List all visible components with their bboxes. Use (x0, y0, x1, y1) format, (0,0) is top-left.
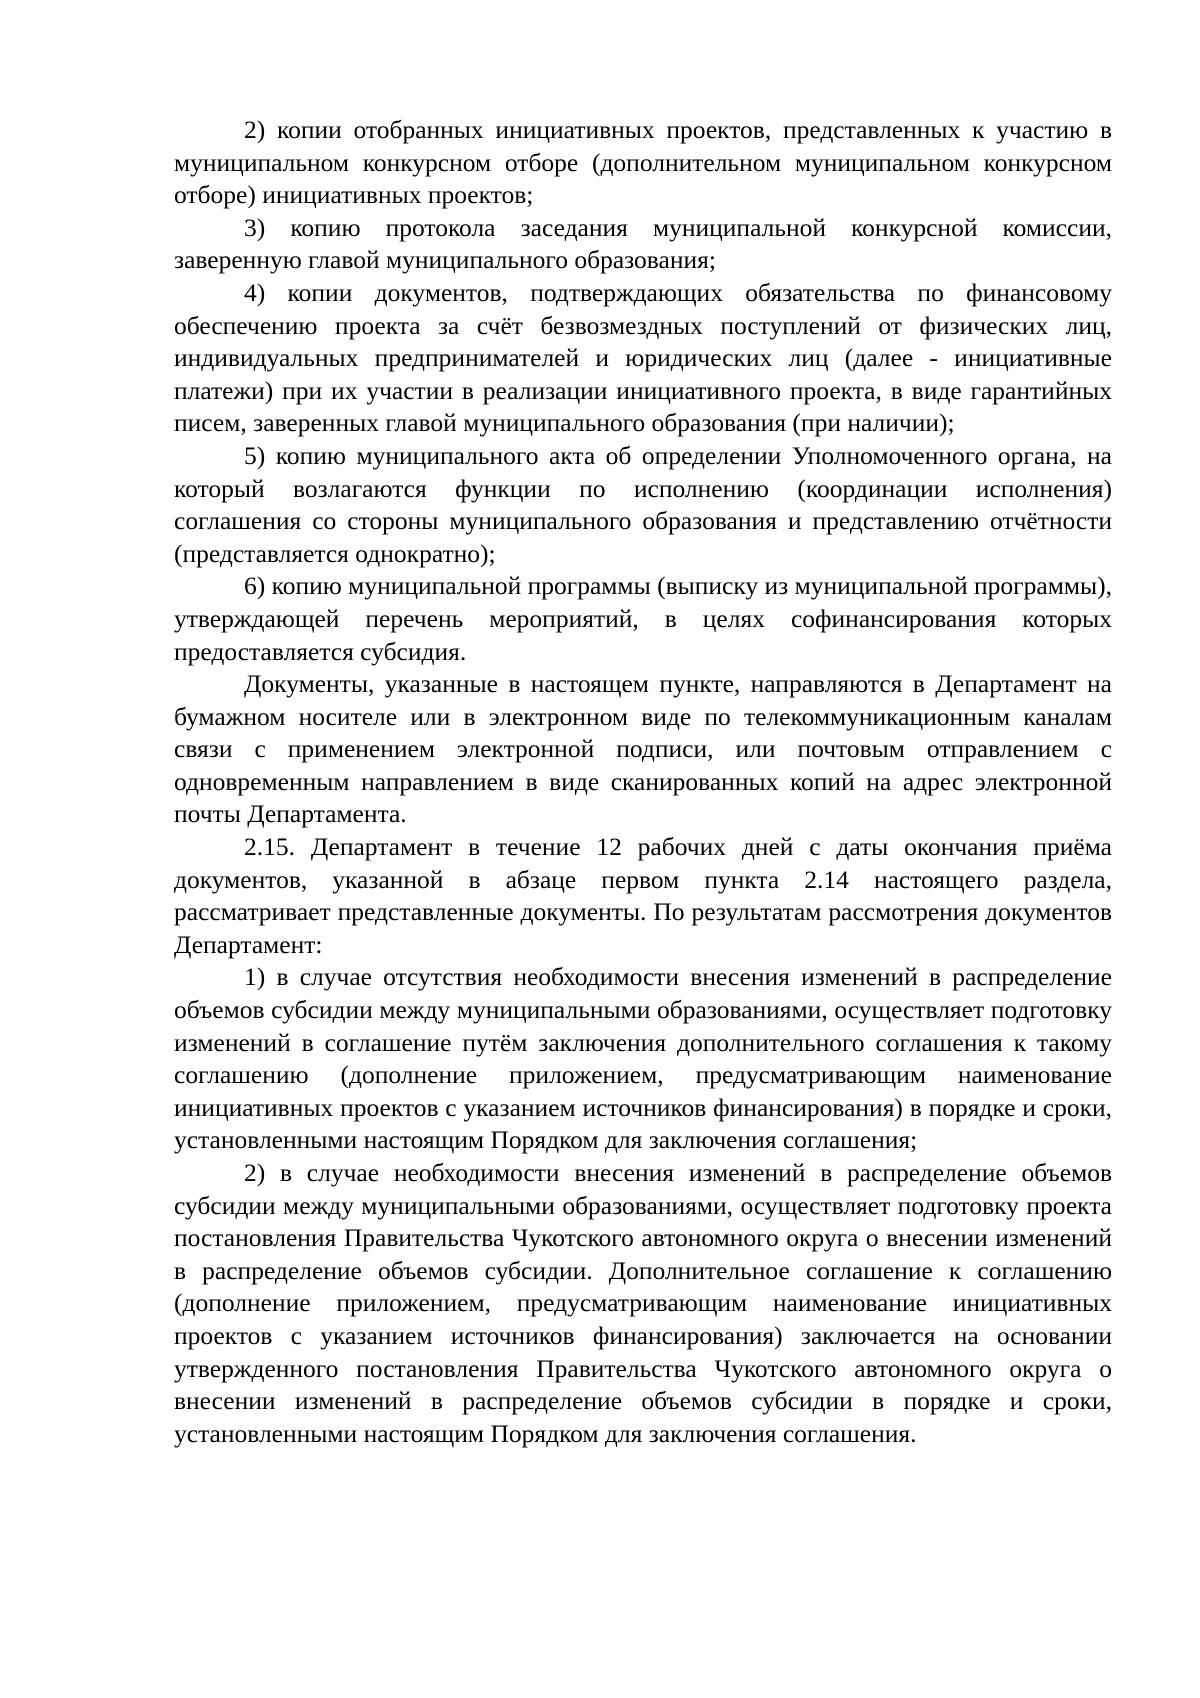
paragraph-item-5-municipal-act: 5) копию муниципального акта об определении Уполномоченного органа, на который возлагаются функции по исполнению (координации исполнения) соглашения со стороны муниципального образования и представлению отчётности (представляется однократно); (174, 440, 1112, 568)
paragraph-item-2-copies-of-projects: 2) копии отобранных инициативных проектов, представленных к участию в муниципальном конкурсном отборе (дополнительном муниципальном конкурсном отборе) инициативных проектов; (174, 115, 1112, 210)
paragraph-subitem-2-changes-needed: 2) в случае необходимости внесения изменений в распределение объемов субсидии между муниципальными образованиями, осуществляет подготовку проекта постановления Правительства Чукотского автономного округа о внесении изменений в распределение объемов субсидии. Дополнительное соглашение к соглашению (дополнение приложением, предусматривающим наименование инициативных проектов с указанием источников финансирования) заключается на основании утвержденного постановления Правительства Чукотского автономного округа о внесении изменений в распределение объемов субсидии в порядке и сроки, установленными настоящим Порядком для заключения соглашения. (174, 1158, 1112, 1448)
paragraph-item-4-financial-obligations: 4) копии документов, подтверждающих обязательства по финансовому обеспечению проекта за счёт безвозмездных поступлений от физических лиц, индивидуальных предпринимателей и юридических лиц (далее - инициативные платежи) при их участии в реализации инициативного проекта, в виде гарантийных писем, заверенных главой муниципального образования (при наличии); (174, 277, 1112, 438)
paragraph-clause-2-15: 2.15. Департамент в течение 12 рабочих дней с даты окончания приёма документов, указанной в абзаце первом пункта 2.14 настоящего раздела, рассматривает представленные документы. По результатам рассмотрения документов Департамент: (174, 832, 1112, 959)
paragraph-item-3-commission-protocol: 3) копию протокола заседания муниципальной конкурсной комиссии, заверенную главой муниципального образования; (174, 212, 1112, 275)
paragraph-subitem-1-no-changes: 1) в случае отсутствия необходимости внесения изменений в распределение объемов субсидии между муниципальными образованиями, осуществляет подготовку изменений в соглашение путём заключения дополнительного соглашения к такому соглашению (дополнение приложением, предусматривающим наименование инициативных проектов с указанием источников финансирования) в порядке и сроки, установленными настоящим Порядком для заключения соглашения; (174, 962, 1112, 1155)
paragraph-item-6-municipal-program: 6) копию муниципальной программы (выписку из муниципальной программы), утверждающей перечень мероприятий, в целях софинансирования которых предоставляется субсидия. (174, 571, 1112, 666)
paragraph-documents-submission: Документы, указанные в настоящем пункте, направляются в Департамент на бумажном носителе или в электронном виде по телекоммуникационным каналам связи с применением электронной подписи, или почтовым отправлением с одновременным направлением в виде сканированных копий на адрес электронной почты Департамента. (174, 669, 1112, 829)
